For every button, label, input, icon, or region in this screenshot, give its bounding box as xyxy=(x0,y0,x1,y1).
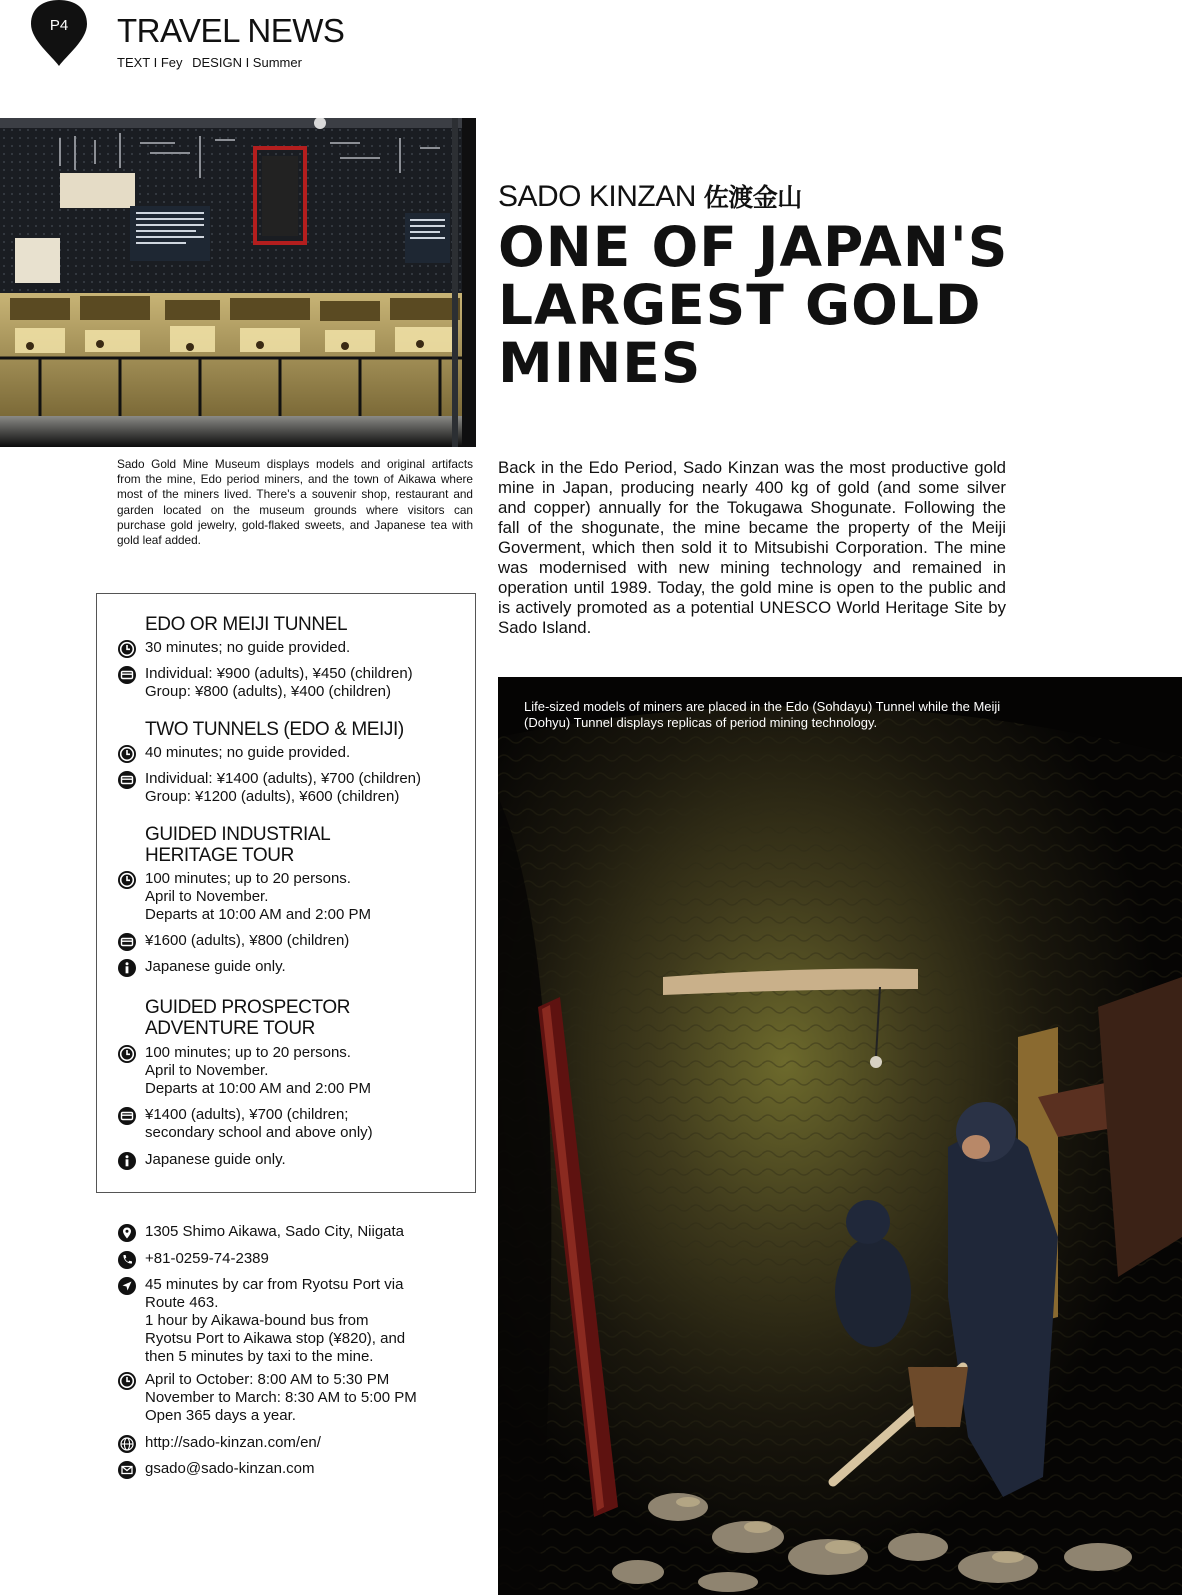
tour-detail-row: 40 minutes; no guide provided. xyxy=(117,744,467,764)
tour-detail-row: Japanese guide only. xyxy=(117,958,467,978)
tour-detail-row: Individual: ¥1400 (adults), ¥700 (children) Group: ¥1200 (adults), ¥600 (children) xyxy=(117,770,467,806)
clock-icon xyxy=(117,744,137,764)
page-number: P4 xyxy=(49,17,69,34)
clock-icon xyxy=(117,639,137,659)
phone-icon xyxy=(117,1250,137,1270)
mine-tunnel-photo xyxy=(498,677,1182,1595)
kicker-english: SADO KINZAN xyxy=(498,180,696,213)
tour-detail-row: 30 minutes; no guide provided. xyxy=(117,639,467,659)
hours-row: April to October: 8:00 AM to 5:30 PM November to March: 8:30 AM to 5:00 PM Open 365 days a year. xyxy=(117,1371,477,1425)
text-credit: TEXT I Fey xyxy=(117,55,183,70)
tour-title: EDO OR MEIJI TUNNEL xyxy=(145,614,348,635)
directions-icon xyxy=(117,1276,137,1296)
mail-icon xyxy=(117,1460,137,1480)
tour-title: GUIDED PROSPECTOR ADVENTURE TOUR xyxy=(145,997,351,1039)
article-headline: ONE OF JAPAN'S LARGEST GOLD MINES xyxy=(498,215,1009,395)
location-pin-icon xyxy=(117,1223,137,1243)
info-icon xyxy=(117,958,137,978)
email-link[interactable]: gsado@sado-kinzan.com xyxy=(145,1460,315,1477)
section-title: TRAVEL NEWS xyxy=(117,12,345,49)
clock-icon xyxy=(117,870,137,890)
globe-icon xyxy=(117,1434,137,1454)
mine-photo-caption: Life-sized models of miners are placed in the Edo (Sohdayu) Tunnel while the Meiji (Dohyu) Tunnel displays replicas of period mining technology. xyxy=(524,699,1001,730)
tour-detail-row: ¥1600 (adults), ¥800 (children) xyxy=(117,932,467,952)
kicker-japanese: 佐渡金山 xyxy=(703,184,802,212)
ticket-icon xyxy=(117,932,137,952)
address-row: 1305 Shimo Aikawa, Sado City, Niigata xyxy=(117,1223,477,1243)
tour-detail-row: Individual: ¥900 (adults), ¥450 (children) Group: ¥800 (adults), ¥400 (children) xyxy=(117,665,467,701)
design-credit: DESIGN I Summer xyxy=(192,55,302,70)
tour-detail-row: 100 minutes; up to 20 persons. April to November. Departs at 10:00 AM and 2:00 PM xyxy=(117,1044,467,1098)
clock-icon xyxy=(117,1044,137,1064)
tour-detail-row: ¥1400 (adults), ¥700 (children; secondary school and above only) xyxy=(117,1106,467,1142)
website-link[interactable]: http://sado-kinzan.com/en/ xyxy=(145,1434,321,1451)
article-kicker xyxy=(498,178,802,214)
credits xyxy=(117,55,308,70)
article-body: Back in the Edo Period, Sado Kinzan was the most productive gold mine in Japan, producing nearly 400 kg of gold (and some silver and copper) annually for the Tokugawa Shogunate. Following the fall of the shogunate, the mine became the property of the Meiji Goverment, which then sold it to Mitsubishi Corporation. The mine was modernised with new mining technology and remained in operation until 1989. Today, the gold mine is open to the public and is actively promoted as a potential UNESCO World Heritage Site by Sado Island. xyxy=(498,458,1006,637)
tour-info-box xyxy=(96,593,476,1193)
phone-row[interactable]: +81-0259-74-2389 xyxy=(117,1250,477,1270)
email-row[interactable] xyxy=(117,1460,477,1480)
ticket-icon xyxy=(117,1106,137,1126)
tour-detail-row: 100 minutes; up to 20 persons. April to November. Departs at 10:00 AM and 2:00 PM xyxy=(117,870,467,924)
museum-photo xyxy=(0,118,476,447)
clock-icon xyxy=(117,1371,137,1391)
website-row[interactable] xyxy=(117,1434,477,1454)
tour-title: TWO TUNNELS (EDO & MEIJI) xyxy=(145,719,404,740)
tour-title: GUIDED INDUSTRIAL HERITAGE TOUR xyxy=(145,824,331,866)
directions-row: 45 minutes by car from Ryotsu Port via Route 463. 1 hour by Aikawa-bound bus from Ryotsu Port to Aikawa stop (¥820), and then 5 minutes by taxi to the mine. xyxy=(117,1276,477,1366)
ticket-icon xyxy=(117,770,137,790)
museum-photo-caption: Sado Gold Mine Museum displays models and original artifacts from the mine, Edo period miners, and the town of Aikawa where most of the miners lived. There's a souvenir shop, restaurant and garden located on the museum grounds where visitors can purchase gold jewelry, gold-flaked sweets, and Japanese tea with gold leaf added. xyxy=(117,457,473,548)
ticket-icon xyxy=(117,665,137,685)
tour-detail-row: Japanese guide only. xyxy=(117,1151,467,1171)
info-icon xyxy=(117,1151,137,1171)
